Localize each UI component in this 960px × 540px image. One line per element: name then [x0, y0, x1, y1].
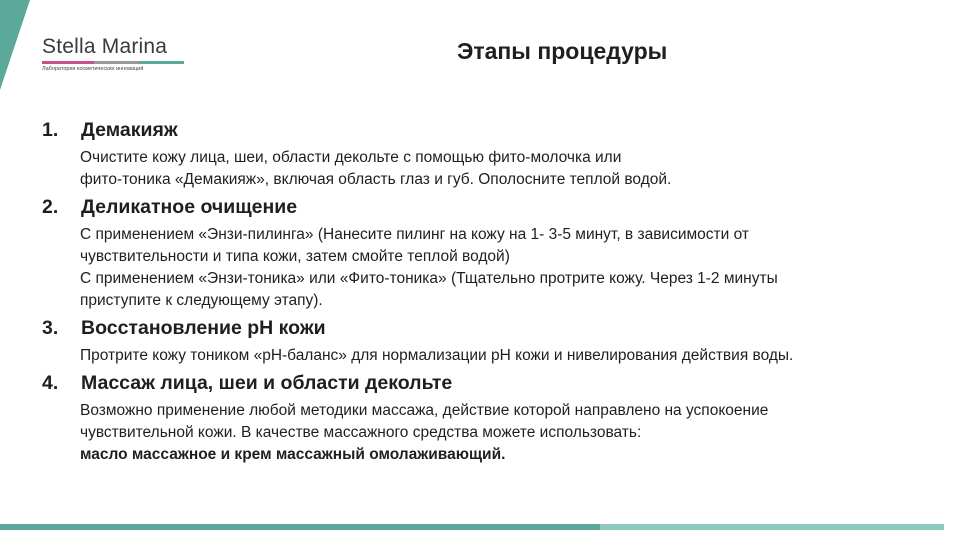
step-title: Демакияж [81, 119, 178, 141]
step-number: 3. [42, 317, 59, 339]
step-title: Массаж лица, шеи и области декольте [81, 372, 453, 394]
brand-color-bar [42, 61, 184, 64]
footer-color-bar [0, 524, 944, 530]
description-emphasis: масло массажное и крем массажный омолаживающий. [80, 446, 506, 463]
description-line: С применением «Энзи-пилинга» (Нанесите пилинг на кожу на 1- 3-5 минут, в зависимости от [80, 226, 749, 243]
step-heading [42, 371, 947, 395]
procedure-steps [42, 118, 947, 470]
step-number: 4. [42, 372, 59, 394]
description-line: Протрите кожу тоником «рН-баланс» для нормализации рН кожи и нивелирования действия воды. [80, 347, 794, 364]
step-item [42, 118, 947, 191]
step-description [80, 400, 947, 466]
step-heading [42, 118, 947, 142]
step-number: 1. [42, 119, 59, 141]
description-line: Возможно применение любой методики массажа, действие которой направлено на успокоение [80, 402, 769, 419]
step-description [80, 345, 947, 367]
description-line: фито-тоника «Демакияж», включая область глаз и губ. Ополосните теплой водой. [80, 171, 672, 188]
brand-logo [42, 36, 192, 73]
step-title: Деликатное очищение [81, 196, 298, 218]
step-item [42, 371, 947, 466]
description-line: чувствительной кожи. В качестве массажного средства можете использовать: [80, 424, 642, 441]
slide-title: Этапы процедуры [457, 38, 668, 64]
corner-decoration [0, 0, 30, 90]
step-heading [42, 316, 947, 340]
brand-name: Stella Marina [42, 35, 168, 58]
step-item [42, 316, 947, 367]
brand-tagline: Лаборатория косметических инноваций [42, 66, 144, 72]
step-title: Восстановление рН кожи [81, 317, 326, 339]
description-line: приступите к следующему этапу). [80, 292, 323, 309]
step-description [80, 224, 947, 312]
step-number: 2. [42, 196, 59, 218]
step-item [42, 195, 947, 312]
step-description [80, 147, 947, 191]
description-line: С применением «Энзи-тоника» или «Фито-тоника» (Тщательно протрите кожу. Через 1-2 минуты [80, 270, 778, 287]
description-line: Очистите кожу лица, шеи, области декольте с помощью фито-молочка или [80, 149, 622, 166]
step-heading [42, 195, 947, 219]
description-line: чувствительности и типа кожи, затем смойте теплой водой) [80, 248, 510, 265]
